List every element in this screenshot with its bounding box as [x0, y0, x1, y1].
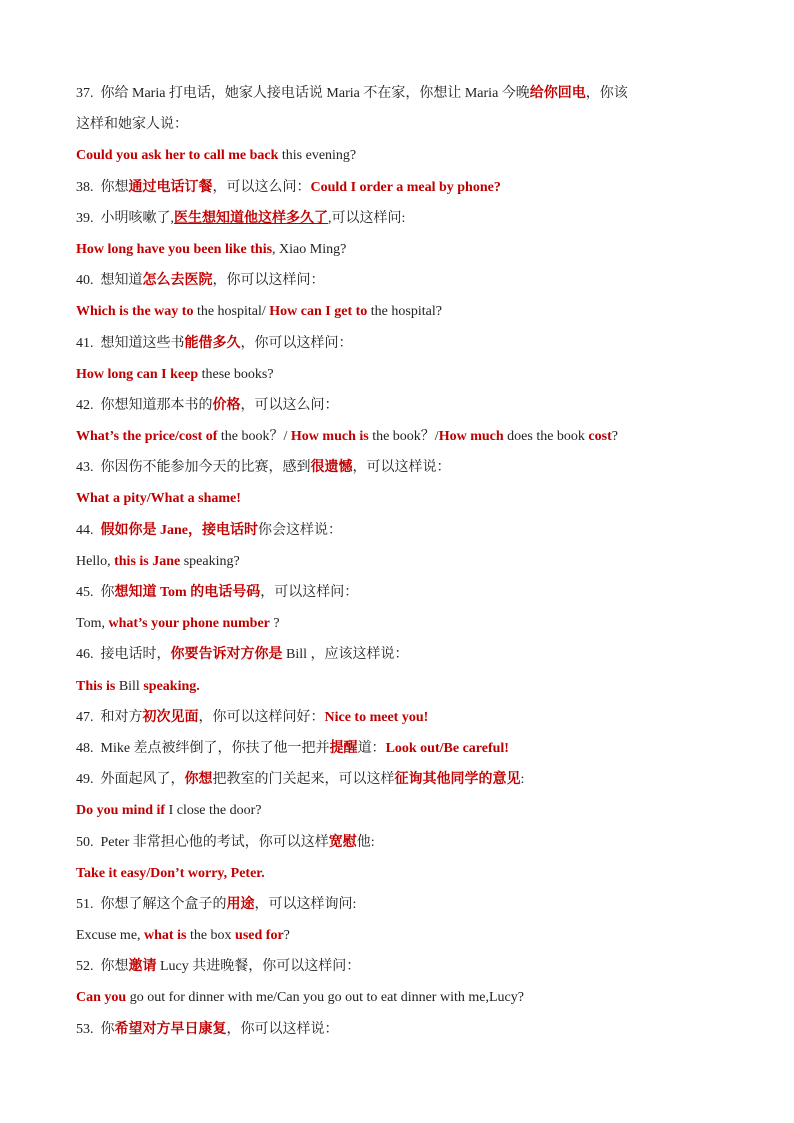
question-line: [76, 1014, 726, 1045]
plain-text: 你因伤不能参加今天的比赛，感到: [100, 460, 311, 476]
plain-text: 和对方: [100, 709, 143, 725]
answer-line: [76, 546, 726, 577]
question-line: [76, 951, 726, 982]
item-number: 43.: [76, 460, 94, 476]
item-number: 48.: [76, 740, 94, 756]
plain-text: the hospital/: [193, 304, 270, 320]
highlight-text: What a pity/What a shame!: [76, 491, 241, 507]
plain-text: speaking?: [180, 553, 240, 569]
plain-text: ，你该: [585, 86, 628, 101]
plain-text: 他:: [356, 834, 375, 850]
plain-text: ，可以这么问：: [240, 397, 339, 413]
plain-text: 想知道: [100, 273, 143, 289]
highlight-text: cost: [588, 429, 612, 445]
plain-text: this evening?: [278, 148, 357, 164]
question-line: [76, 328, 726, 359]
answer-line: [76, 296, 726, 327]
item-number: 37.: [76, 86, 94, 101]
highlight-text: 医生想知道他这样多久了: [174, 210, 328, 226]
question-line: [76, 452, 726, 483]
plain-text: ，可以这么问：: [212, 179, 311, 195]
plain-text: 把教室的门关起来，可以这样: [212, 772, 395, 788]
plain-text: 你想: [100, 959, 129, 975]
question-line: [76, 889, 726, 920]
plain-text: ，你可以这样问：: [240, 335, 353, 351]
highlight-text: what is: [144, 928, 187, 944]
plain-text: 你给 Maria 打电话，她家人接电话说 Maria 不在家，你想让 Maria 今晚: [100, 86, 530, 101]
plain-text: 你: [100, 585, 115, 600]
item-number: 52.: [76, 959, 94, 975]
item-number: 38.: [76, 179, 94, 195]
answer-line: [76, 920, 726, 951]
item-number: 39.: [76, 210, 94, 226]
highlight-text: used for: [235, 928, 284, 944]
item-number: 46.: [76, 647, 94, 663]
plain-text: the book？/: [368, 429, 439, 445]
plain-text: I close the door?: [165, 803, 262, 819]
highlight-text: 通过电话订餐: [128, 179, 213, 195]
answer-line: [76, 359, 726, 390]
answer-line: [76, 483, 726, 514]
highlight-text: How long can I keep: [76, 366, 199, 382]
highlight-text: 宽慰: [328, 834, 357, 850]
item-number: 44.: [76, 522, 94, 538]
plain-text: the hospital?: [367, 304, 442, 320]
plain-text: , Xiao Ming?: [272, 241, 347, 257]
question-line: [76, 172, 726, 203]
plain-text: ?: [283, 928, 290, 944]
item-number: 40.: [76, 273, 94, 289]
plain-text: 想知道这些书: [100, 335, 185, 351]
plain-text: :: [520, 772, 525, 788]
question-line: [76, 827, 726, 858]
document-body: [76, 78, 726, 1045]
plain-text: go out for dinner with me/Can you go out to eat dinner with me,Lucy?: [126, 990, 524, 1006]
plain-text: ,可以这样问:: [328, 210, 406, 226]
plain-text: ，可以这样询问:: [254, 896, 357, 912]
highlight-text: How much: [438, 429, 504, 445]
highlight-text: 想知道 Tom 的电话号码: [114, 585, 261, 600]
highlight-text: 提醒: [329, 740, 358, 756]
plain-text: ，你可以这样问：: [212, 273, 325, 289]
answer-line: [76, 795, 726, 826]
highlight-text: Could you ask her to call me back: [76, 148, 279, 164]
item-number: 45.: [76, 585, 94, 600]
highlight-text: 用途: [226, 896, 255, 912]
plain-text: Bill ，应该这样说：: [282, 647, 409, 663]
plain-text: 你想知道那本书的: [100, 397, 213, 413]
item-number: 49.: [76, 772, 94, 788]
plain-text: ?: [269, 616, 280, 632]
highlight-text: Can you: [76, 990, 127, 1006]
highlight-text: Nice to meet you!: [324, 709, 429, 725]
highlight-text: 初次见面: [142, 709, 199, 725]
plain-text: Tom,: [76, 616, 109, 632]
answer-line: [76, 858, 726, 889]
plain-text: ，可以这样说：: [352, 460, 451, 476]
plain-text: 你想: [100, 179, 129, 195]
plain-text: 道：: [357, 740, 386, 756]
highlight-text: 给你回电: [529, 86, 586, 101]
highlight-text: 很遗憾: [310, 460, 353, 476]
highlight-text: 能借多久: [184, 335, 241, 351]
item-number: 42.: [76, 397, 94, 413]
highlight-text: How can I get to: [269, 304, 368, 320]
question-line: [76, 515, 726, 546]
plain-text: does the book: [503, 429, 589, 445]
plain-text: Excuse me,: [76, 928, 145, 944]
question-line: [76, 265, 726, 296]
question-line: [76, 702, 726, 733]
answer-line: [76, 234, 726, 265]
plain-text: ，你可以这样说：: [226, 1021, 339, 1037]
highlight-text: speaking.: [143, 678, 200, 694]
item-number: 51.: [76, 896, 94, 912]
plain-text: ，你可以这样问好：: [198, 709, 325, 725]
highlight-text: 怎么去医院: [142, 273, 213, 289]
plain-text: 接电话时，: [100, 647, 171, 663]
answer-line: [76, 140, 726, 171]
item-number: 41.: [76, 335, 94, 351]
answer-line: [76, 421, 726, 452]
question-line: [76, 577, 726, 608]
highlight-text: Take it easy/Don’t worry, Peter.: [76, 865, 265, 881]
highlight-text: 假如你是 Jane，接电话时: [100, 522, 258, 538]
plain-text: 你想了解这个盒子的: [100, 896, 227, 912]
plain-text: these books?: [198, 366, 274, 382]
plain-text: Mike 差点被绊倒了，你扶了他一把并: [100, 740, 330, 756]
highlight-text: How much is: [290, 429, 369, 445]
highlight-text: this is Jane: [114, 553, 181, 569]
highlight-text: Could I order a meal by phone?: [310, 179, 501, 195]
question-line: [76, 78, 726, 109]
highlight-text: Which is the way to: [76, 304, 194, 320]
highlight-text: This is: [76, 678, 116, 694]
highlight-text: How long have you been like this: [76, 241, 273, 257]
answer-line: [76, 608, 726, 639]
question-line: [76, 203, 726, 234]
highlight-text: Do you mind if: [76, 803, 166, 819]
plain-text: ?: [611, 429, 618, 445]
highlight-text: 你要告诉对方你是: [170, 647, 283, 663]
item-number: 47.: [76, 709, 94, 725]
highlight-text: 你想: [184, 772, 213, 788]
plain-text: the box: [186, 928, 236, 944]
plain-text: 你会这样说：: [258, 522, 342, 538]
highlight-text: 价格: [212, 397, 241, 413]
highlight-text: 希望对方早日康复: [114, 1021, 227, 1037]
item-number: 50.: [76, 834, 94, 850]
question-line: [76, 733, 726, 764]
plain-text: 小明咳嗽了,: [100, 210, 174, 226]
highlight-text: What’s the price/cost of: [76, 429, 218, 445]
highlight-text: what’s your phone number: [108, 616, 270, 632]
highlight-text: Look out/Be careful!: [385, 740, 509, 756]
item-number: 53.: [76, 1021, 94, 1037]
plain-text: the book？/: [217, 429, 291, 445]
plain-text: 你: [100, 1021, 115, 1037]
highlight-text: 征询其他同学的意见: [394, 772, 521, 788]
answer-line: [76, 982, 726, 1013]
plain-text: ，可以这样问：: [260, 585, 359, 600]
answer-line: [76, 671, 726, 702]
plain-text: 外面起风了，: [100, 772, 185, 788]
plain-text: Peter 非常担心他的考试，你可以这样: [100, 834, 329, 850]
question-line: [76, 764, 726, 795]
plain-text: Hello,: [76, 553, 115, 569]
plain-text: Lucy 共进晚餐，你可以这样问：: [156, 959, 361, 975]
highlight-text: 邀请: [128, 959, 157, 975]
plain-text: 这样和她家人说：: [76, 117, 188, 133]
question-line-cont: [76, 109, 726, 140]
question-line: [76, 639, 726, 670]
plain-text: Bill: [115, 678, 144, 694]
question-line: [76, 390, 726, 421]
